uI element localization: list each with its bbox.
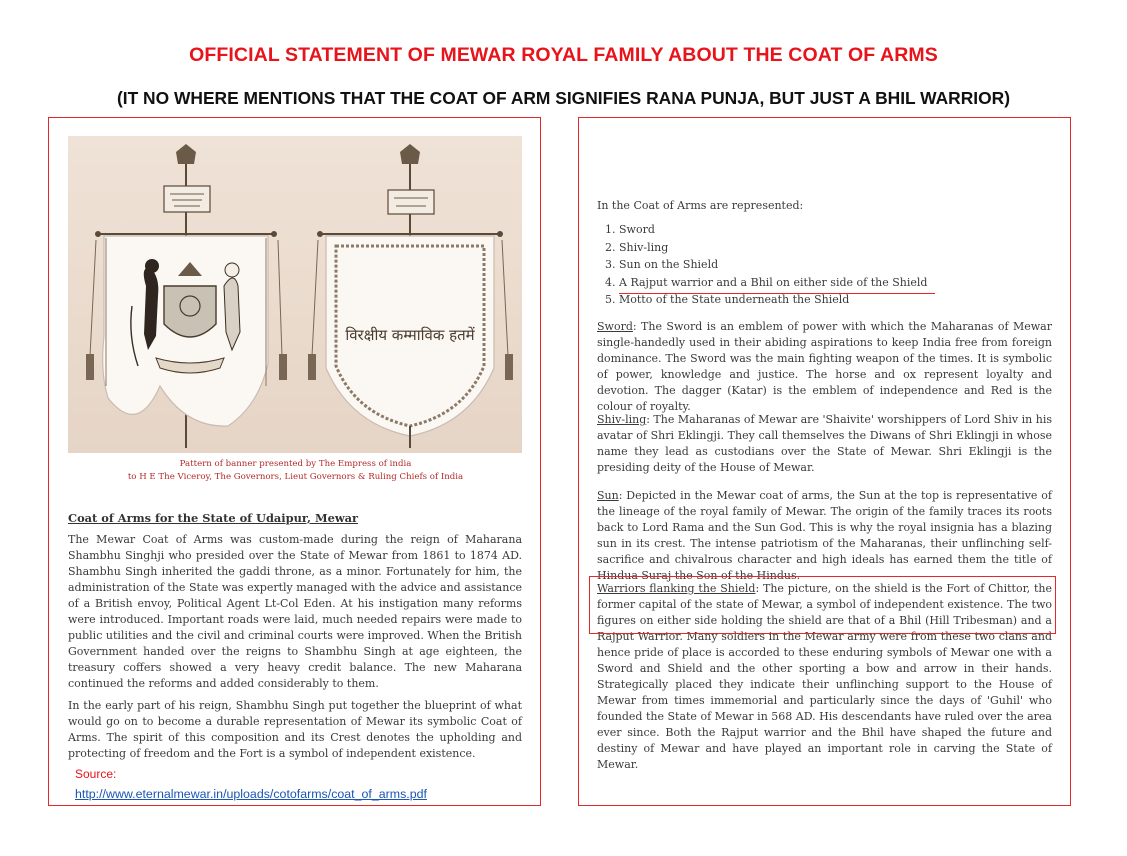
left-section-heading: Coat of Arms for the State of Udaipur, Mewar (68, 511, 359, 525)
list-item: 1. Sword (619, 221, 927, 239)
left-document-panel (48, 117, 541, 806)
list-item: 5. Motto of the State underneath the Shield (619, 291, 927, 309)
sun-term: Sun (597, 489, 619, 502)
list-item: 2. Shiv-ling (619, 239, 927, 257)
list-item: 3. Sun on the Shield (619, 256, 927, 274)
sword-term: Sword (597, 320, 633, 333)
shiv-ling-paragraph (597, 412, 1052, 476)
left-paragraph-2: In the early part of his reign, Shambhu Singh put together the blueprint of what would go on to become a durable representation of Mewar its symbolic Coat of Arms. The spirit of this composition and its Crest denotes the upholding and protecting of freedom and the Fort is a symbol of independent existence. (68, 699, 522, 760)
page-subtitle: (IT NO WHERE MENTIONS THAT THE COAT OF ARM SIGNIFIES RANA PUNJA, BUT JUST A BHIL WARRIOR) (116, 88, 1011, 108)
coat-of-arms-intro: In the Coat of Arms are represented: (597, 199, 804, 212)
page-title: OFFICIAL STATEMENT OF MEWAR ROYAL FAMILY ABOUT THE COAT OF ARMS (189, 44, 938, 66)
banner-hindi-motto: विरक्षीय कम्माविक हतमें (345, 326, 475, 344)
list-item-highlighted: 4. A Rajput warrior and a Bhil on either side of the Shield (619, 274, 927, 292)
coat-of-arms-list (597, 221, 927, 309)
banner-illustration (68, 136, 522, 453)
source-link[interactable]: http://www.eternalmewar.in/uploads/cotofarms/coat_of_arms.pdf (75, 787, 427, 801)
right-document-panel (578, 117, 1071, 806)
shiv-ling-text: : The Maharanas of Mewar are 'Shaivite' worshippers of Lord Shiv in his avatar of Shri Eklingji. They call themselves the Diwans of Shri Eklingji in whose name they lead as custodians over the State of Mewar. Shri Eklingji is the presiding deity of the House of Mewar. (597, 413, 1052, 474)
image-caption-line-1: Pattern of banner presented by The Empress of india (179, 459, 412, 469)
sword-paragraph (597, 319, 1052, 415)
shiv-ling-term: Shiv-ling (597, 413, 647, 426)
highlight-box (589, 576, 1056, 634)
source-label: Source: (75, 767, 117, 781)
image-caption-line-2: to H E The Viceroy, The Governors, Lieut Governors & Ruling Chiefs of India (127, 472, 464, 482)
sun-text: : Depicted in the Mewar coat of arms, the Sun at the top is representative of the lineage of the royal family of Mewar. The origin of the family traces its roots back to Lord Rama and the Sun God. This is why the royal insignia has a blazing sun in its crest. The intense patriotism of the Maharanas, their unflinching self-sacrifice and chivalrous character and high ideals has earned them the title of Hindua Suraj the Son of the Hindus. (597, 489, 1052, 582)
highlight-underline (619, 293, 935, 294)
left-paragraph-1: The Mewar Coat of Arms was custom-made during the reign of Maharana Shambhu Singhji who presided over the State of Mewar from 1861 to 1874 AD. Shambhu Singh inherited the gaddi throne, as a minor. Fortunately for him, the administration of the State was expertly managed with the advice and assistance of a British envoy, Political Agent Lt-Col Eden. At his instigation many reforms were introduced. Important roads were laid, much needed repairs were made to public utilities and the civil and criminal courts were improved. When the British Government handed over the reigns to Shambhu Singh at age eighteen, the treasury coffers showed a very heavy credit balance. The new Maharana continued the reforms and added considerably to them. (68, 533, 522, 690)
warriors-text: : The picture, on the shield is the Fort of Chittor, the former capital of the state of Mewar, a symbol of independent existence. The two figures on either side holding the shield are that of a Bhil (Hill Tribesman) and a Rajput Warrior. Many soldiers in the Mewar army were from these two clans and hence pride of place is accorded to these enduring symbols of Mewar one with a Sword and Shield and the other sporting a bow and arrow in their hands. Strategically placed they indicate their unflinching support to the House of Mewar from times immemorial and particularly since the days of 'Guhil' who founded the State of Mewar in 568 AD. His descendants have ruled over the area ever since. Both the Rajput warrior and the Bhil have shaped the future and destiny of Mewar and have played an important role in carving the State of Mewar. (597, 582, 1052, 771)
sword-text: : The Sword is an emblem of power with which the Maharanas of Mewar single-handedly used in their abiding aspirations to keep India free from foreign dominance. The Sword was the main fighting weapon of the times. It is symbolic of power, knowledge and justice. The horse and ox represent loyalty and devotion. The dagger (Katar) is the emblem of independence and Red is the colour of royalty. (597, 320, 1052, 413)
warriors-term: Warriors flanking the Shield (597, 582, 756, 595)
sun-paragraph (597, 488, 1052, 584)
coat-of-arms-banners-image (68, 136, 522, 453)
